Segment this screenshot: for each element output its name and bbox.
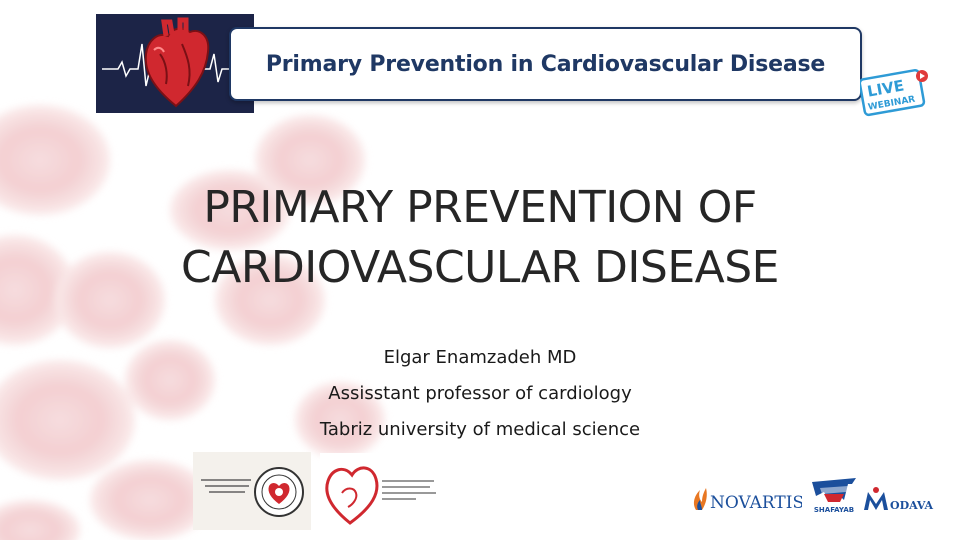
shafayab-wordmark: SHAFAYAB [813, 506, 855, 514]
author-name: Elgar Enamzadeh MD [383, 347, 577, 368]
modava-logo [862, 486, 944, 514]
heart-association-logo [193, 452, 311, 530]
cardiovascular-center-logo [320, 453, 440, 531]
webinar-badge-text: WEBINAR [867, 94, 917, 113]
modava-wordmark: ODAVA [890, 499, 934, 512]
author-position: Assisstant professor of cardiology [328, 383, 632, 404]
author-affiliation: Tabriz university of medical science [319, 419, 641, 440]
live-badge-text: LIVE [865, 76, 906, 101]
author-info [230, 340, 730, 448]
shafayab-logo [808, 474, 860, 514]
slide-title-line-2: CARDIOVASCULAR DISEASE [181, 242, 779, 293]
novartis-logo [690, 484, 802, 514]
heart-logo-icon [146, 20, 209, 106]
modava-logo-icon [864, 487, 888, 510]
novartis-flame-icon [694, 488, 707, 510]
novartis-wordmark: NOVARTIS [710, 493, 802, 513]
live-webinar-badge-icon [860, 68, 930, 118]
shafayab-eagle-icon [812, 478, 856, 502]
banner-title: Primary Prevention in Cardiovascular Disease [265, 51, 826, 77]
slide-title [130, 178, 830, 298]
slide-title-line-1: PRIMARY PREVENTION OF [203, 182, 757, 233]
header-banner [229, 27, 862, 101]
